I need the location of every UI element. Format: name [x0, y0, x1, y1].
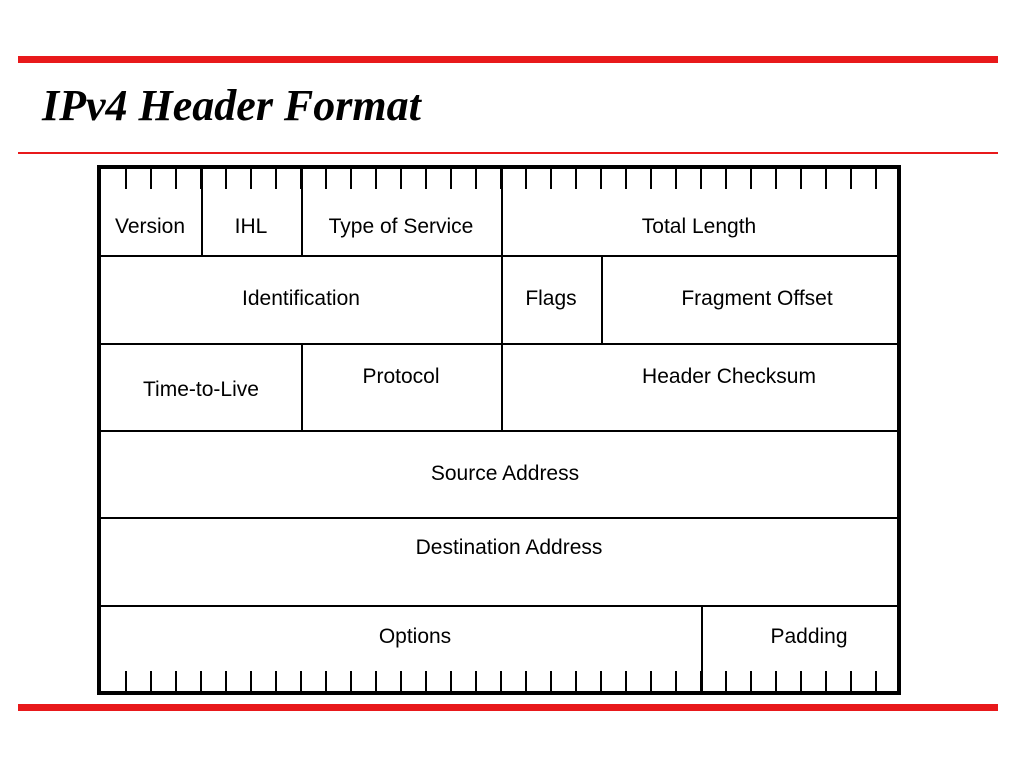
bit-tick [475, 671, 477, 691]
field-source-address: Source Address [430, 461, 580, 485]
bit-tick [825, 671, 827, 691]
bit-tick [175, 671, 177, 691]
field-type-of-service: Type of Service [328, 215, 474, 238]
bit-tick [875, 671, 877, 691]
bit-tick [325, 671, 327, 691]
bit-tick [725, 671, 727, 691]
bit-tick [250, 169, 252, 189]
field-ihl: IHL [234, 215, 268, 238]
field-protocol: Protocol [362, 364, 440, 388]
bit-tick [600, 169, 602, 189]
field-time-to-live: Time-to-Live [143, 377, 259, 401]
slide-title: IPv4 Header Format [42, 81, 421, 130]
row-separator [101, 517, 897, 519]
bit-tick [350, 671, 352, 691]
ipv4-header-diagram [97, 165, 901, 695]
bit-tick [225, 671, 227, 691]
bit-tick [575, 169, 577, 189]
bit-tick [200, 671, 202, 691]
row-separator [101, 605, 897, 607]
field-identification: Identification [242, 287, 360, 310]
top-divider-rule [18, 56, 998, 63]
bit-tick [325, 169, 327, 189]
bit-tick [125, 169, 127, 189]
bit-tick [550, 169, 552, 189]
bit-tick [450, 169, 452, 189]
bit-tick [475, 169, 477, 189]
bit-tick [600, 671, 602, 691]
bit-tick [375, 169, 377, 189]
bit-tick [250, 671, 252, 691]
bit-tick [300, 671, 302, 691]
bit-tick [625, 169, 627, 189]
bit-tick [675, 169, 677, 189]
field-flags: Flags [525, 287, 577, 310]
bit-tick [650, 169, 652, 189]
bit-tick [550, 671, 552, 691]
bottom-divider-rule [18, 704, 998, 711]
bit-tick [875, 169, 877, 189]
bit-tick [400, 671, 402, 691]
bit-tick [225, 169, 227, 189]
bit-tick [275, 169, 277, 189]
bit-tick [750, 671, 752, 691]
bit-tick [125, 671, 127, 691]
bit-tick [775, 671, 777, 691]
bit-tick [725, 169, 727, 189]
bit-tick [350, 169, 352, 189]
bit-tick [150, 169, 152, 189]
bit-tick [375, 671, 377, 691]
field-padding: Padding [770, 625, 848, 648]
field-options: Options [378, 625, 452, 648]
bit-tick [500, 671, 502, 691]
column-separator [501, 255, 503, 343]
bit-tick [850, 671, 852, 691]
bit-tick [800, 671, 802, 691]
bit-tick [700, 169, 702, 189]
bit-tick [800, 169, 802, 189]
field-version: Version [115, 215, 186, 238]
bit-tick [625, 671, 627, 691]
bit-tick [525, 671, 527, 691]
bit-tick [575, 671, 577, 691]
bit-tick [775, 169, 777, 189]
title-underline-rule [18, 152, 998, 154]
bit-tick [525, 169, 527, 189]
bit-tick [400, 169, 402, 189]
bit-tick [150, 671, 152, 691]
bit-tick [450, 671, 452, 691]
bit-tick [425, 169, 427, 189]
bit-ticks-top [101, 169, 897, 191]
bit-tick [825, 169, 827, 189]
column-separator [301, 343, 303, 430]
row-separator [101, 343, 897, 345]
bit-tick [275, 671, 277, 691]
bit-tick [425, 671, 427, 691]
column-separator [201, 169, 203, 255]
column-separator [501, 343, 503, 430]
bit-tick [650, 671, 652, 691]
row-separator [101, 255, 897, 257]
bit-tick [675, 671, 677, 691]
field-destination-address: Destination Address [415, 536, 603, 559]
bit-tick [700, 671, 702, 691]
bit-tick [175, 169, 177, 189]
bit-ticks-bottom [101, 669, 897, 691]
bit-tick [850, 169, 852, 189]
bit-tick [750, 169, 752, 189]
field-total-length: Total Length [641, 215, 757, 238]
column-separator [501, 169, 503, 255]
field-fragment-offset: Fragment Offset [681, 287, 833, 310]
row-separator [101, 430, 897, 432]
field-header-checksum: Header Checksum [642, 364, 816, 388]
column-separator [301, 169, 303, 255]
column-separator [601, 255, 603, 343]
